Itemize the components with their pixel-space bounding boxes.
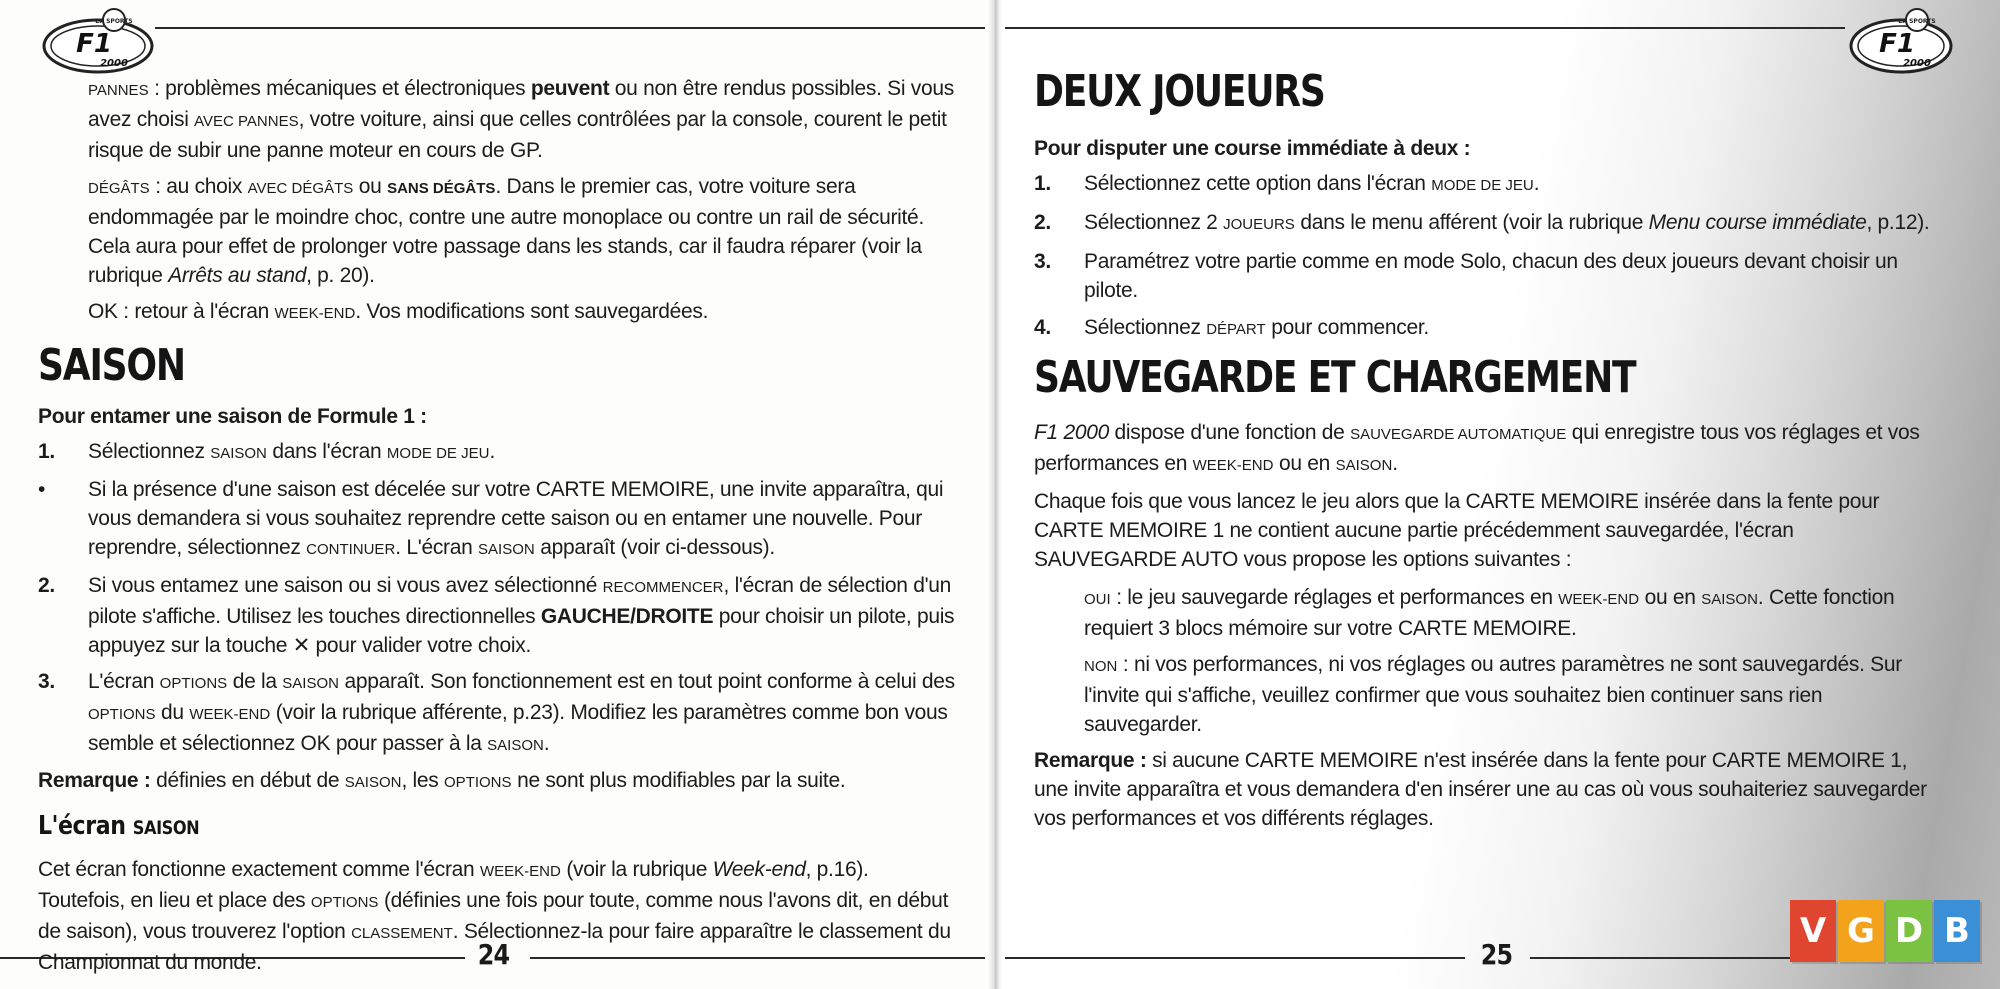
bottom-rule-right-a <box>1005 957 1465 959</box>
saison-step-2: 2. Si vous entamez une saison ou si vous avez sélectionné RECOMMENCER, l'écran de sélection d'un pilote s'affiche. Utilisez les touches directionnelles GAUCHE/DROITE pour choisir un pilote, puis appuyez sur la touche ✕ pour valider votre choix. <box>38 574 955 657</box>
f1-2000-logo-right <box>1845 6 1961 76</box>
deux-step-3: 3. Paramétrez votre partie comme en mode Solo, chacun des deux joueurs devant choisir un pilote. <box>1034 250 1898 302</box>
vgdb-letter-d: D <box>1886 900 1932 962</box>
vgdb-letter-b: B <box>1934 900 1980 962</box>
page-number-left: 24 <box>477 938 510 971</box>
saison-heading: SAISON <box>38 340 185 391</box>
ok-paragraph: OK : retour à l'écran WEEK-END. Vos modifications sont sauvegardées. <box>88 300 709 323</box>
term-degats: DÉGÂTS <box>88 180 150 197</box>
pannes-paragraph: PANNES : problèmes mécaniques et électroniques peuvent ou non être rendus possibles. Si vous avez choisi AVEC PANNES, votre voiture, ainsi que celles contrôlées par la console, courent le petit risque de subir une panne moteur en cours de GP. <box>88 77 954 162</box>
vgdb-letter-g: G <box>1838 900 1884 962</box>
logo-title-text: F1 <box>1879 29 1915 59</box>
logo-brand-text: EA SPORTS <box>95 18 133 25</box>
option-oui: OUI : le jeu sauvegarde réglages et performances en WEEK-END ou en SAISON. Cette fonction requiert 3 blocs mémoire sur votre CARTE MEMOIRE. <box>1084 586 1895 640</box>
saison-remarque: Remarque : définies en début de SAISON, les OPTIONS ne sont plus modifiables par la suite. <box>38 769 846 792</box>
deux-step-1: 1. Sélectionnez cette option dans l'écran MODE DE JEU. <box>1034 172 1540 195</box>
saison-step-1: 1. Sélectionnez SAISON dans l'écran MODE DE JEU. <box>38 440 495 463</box>
logo-title-text: F1 <box>76 29 112 59</box>
deux-joueurs-lead: Pour disputer une course immédiate à deux : <box>1034 137 1471 160</box>
term-pannes: PANNES <box>88 82 149 99</box>
bottom-rule-right-b <box>1530 957 1795 959</box>
left-page-content <box>38 74 958 977</box>
deux-step-4: 4. Sélectionnez DÉPART pour commencer. <box>1034 316 1429 339</box>
vgdb-watermark <box>1790 900 1990 970</box>
deux-joueurs-heading: DEUX JOUEURS <box>1034 66 1325 117</box>
logo-year-text: 2000 <box>1903 58 1931 69</box>
degats-paragraph: DÉGÂTS : au choix AVEC DÉGÂTS ou SANS DÉGÂTS. Dans le premier cas, votre voiture sera endommagée par le moindre choc, contre une autre monoplace ou contre un rail de sécurité. Cela aura pour effet de prolonger votre passage dans les stands, car il faudra réparer (voir la rubrique Arrêts au stand, p. 20). <box>88 175 924 287</box>
ecran-saison-paragraph: Cet écran fonctionne exactement comme l'écran WEEK-END (voir la rubrique Week-end, p.16). Toutefois, en lieu et place des OPTIONS (définies une fois pour toute, comme nous l'avons dit, en début de saison), vous trouverez l'option CLASSEMENT. Sélectionnez-la pour faire apparaître le classement du Championnat du monde. <box>38 858 951 974</box>
deux-step-2: 2. Sélectionnez 2 JOUEURS dans le menu afférent (voir la rubrique Menu course immédiate, p.12). <box>1034 211 1930 234</box>
f1-2000-logo-left <box>38 6 154 76</box>
sauvegarde-remarque: Remarque : si aucune CARTE MEMOIRE n'est insérée dans la fente pour CARTE MEMOIRE 1, une invite apparaîtra et vous demandera d'en insérer une au cas où vous souhaiteriez sauvegarder vos performances et vos différents réglages. <box>1034 749 1927 830</box>
top-rule-right <box>1005 27 1845 29</box>
ecran-saison-heading: L'écran SAISON <box>38 811 200 841</box>
sauvegarde-heading: SAUVEGARDE ET CHARGEMENT <box>1034 352 1636 403</box>
saison-step-bullet: • Si la présence d'une saison est décelée sur votre CARTE MEMOIRE, une invite apparaîtra, qui vous demandera si vous souhaitez reprendre cette saison ou en entamer une nouvelle. Pour reprendre, sélectionnez CONTINUER. L'écran SAISON apparaît (voir ci-dessous). <box>38 478 944 559</box>
top-rule-left <box>155 27 985 29</box>
saison-step-3: 3. L'écran OPTIONS de la SAISON apparaît. Son fonctionnement est en tout point conforme à celui des OPTIONS du WEEK-END (voir la rubrique afférente, p.23). Modifiez les paramètres comme bon vous semble et sélectionnez OK pour passer à la SAISON. <box>38 670 955 755</box>
logo-year-text: 2000 <box>100 58 128 69</box>
cross-button-icon: ✕ <box>292 634 310 657</box>
right-page-content <box>1034 68 1934 833</box>
book-gutter <box>988 0 1002 989</box>
sauvegarde-paragraph-1: F1 2000 dispose d'une fonction de SAUVEGARDE AUTOMATIQUE qui enregistre tous vos réglages et vos performances en WEEK-END ou en SAISON. <box>1034 421 1920 475</box>
vgdb-letter-v: V <box>1790 900 1836 962</box>
sauvegarde-paragraph-2: Chaque fois que vous lancez le jeu alors que la CARTE MEMOIRE insérée dans la fente pour CARTE MEMOIRE 1 ne contient aucune partie précédemment sauvegardée, l'écran SAUVEGARDE AUTO vous propose les options suivantes : <box>1034 490 1880 571</box>
option-non: NON : ni vos performances, ni vos réglages ou autres paramètres ne sont sauvegardés. Sur l'invite qui s'affiche, veuillez confirmer que vous souhaitez bien continuer sans rien sauvegarder. <box>1084 653 1902 736</box>
saison-lead: Pour entamer une saison de Formule 1 : <box>38 405 427 428</box>
logo-brand-text: EA SPORTS <box>1898 18 1936 25</box>
page-number-right: 25 <box>1480 938 1513 971</box>
